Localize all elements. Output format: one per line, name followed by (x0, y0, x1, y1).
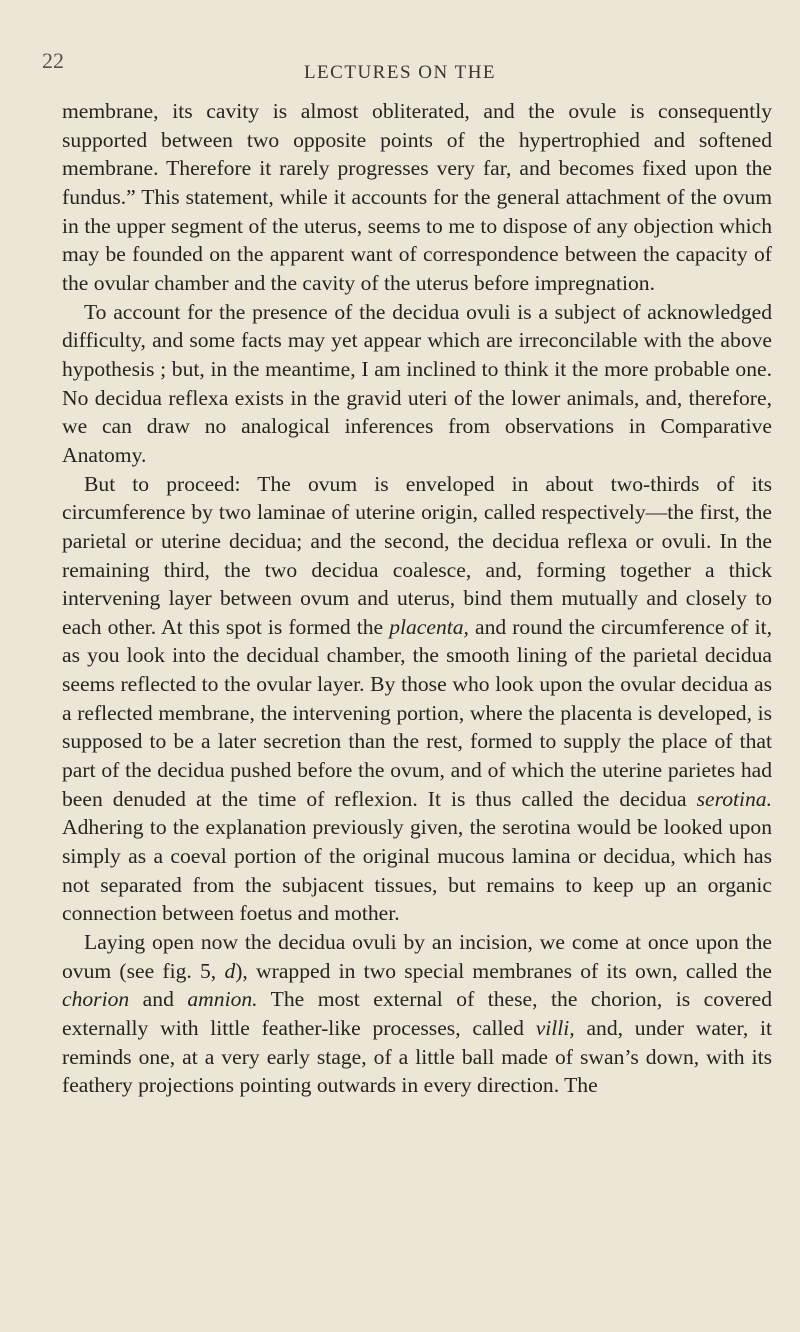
text-run: To account for the presence of the decidua ovuli is a subject of acknowledged difficulty, and some facts may yet appear which are irreconcilable with the above hypothesis ; but, in the meantime, I am inclined to think it the more probable one. No decidua reflexa exists in the gravid uteri of the lower animals, and, therefore, we can draw no analogical inferences from observations in Comparative Anatomy. (62, 299, 772, 467)
text-run: The most external of these, the chorion, is covered externally with little feather-like processes, called (62, 987, 772, 1040)
text-run: ), wrapped in two special membranes of its own, called the (235, 958, 773, 983)
page-number: 22 (42, 48, 64, 73)
paragraph (62, 298, 772, 470)
text-run: Adhering to the explanation previously given, the serotina would be looked upon simply as a coeval portion of the original mucous lamina or decidua, which has not separated from the subjacent tissues, but remains to keep up an organic connection between foetus and mother. (62, 815, 772, 926)
text-run: Laying open now the decidua ovuli by an incision, we come at once upon the ovum (see fig. 5, (62, 930, 772, 983)
italic-term-chorion: chorion (62, 987, 130, 1012)
italic-figure-letter: d (224, 958, 236, 983)
text-run: and (129, 987, 188, 1012)
text-run: membrane, its cavity is almost obliterated, and the ovule is consequently supported between two opposite points of the hypertrophied and softened membrane. Therefore it rarely progresses very far, and becomes fixed upon the fundus.” This statement, while it accounts for the general attachment of the ovum in the upper segment of the uterus, seems to me to dispose of any objection which may be founded on the apparent want of correspondence between the capacity of the ovular chamber and the cavity of the uterus before impregnation. (62, 99, 772, 295)
body-text (62, 97, 772, 1100)
italic-term-placenta: placenta, (389, 614, 469, 639)
running-head: LECTURES ON THE (303, 62, 497, 83)
italic-term-serotina: serotina. (696, 786, 772, 811)
italic-term-villi: villi, (535, 1016, 575, 1040)
text-run: and round the circumference of it, as you look into the decidual chamber, the smooth lining of the parietal decidua seems reflected to the ovular layer. By those who look upon the ovular decidua as a reflected membrane, the intervening portion, where the placenta is developed, is supposed to be a later secretion than the rest, formed to supply the place of that part of the decidua pushed before the ovum, and of which the uterine parietes had been denuded at the time of reflexion. It is thus called the decidua (62, 614, 772, 811)
paragraph (62, 928, 772, 1100)
paragraph (62, 97, 772, 298)
italic-term-amnion: amnion. (187, 987, 258, 1012)
text-run: and, under water, it reminds one, at a very early stage, of a little ball made of swan’s down, with its feathery projections pointing outwards in every direction. The (62, 1016, 772, 1098)
paragraph (62, 470, 772, 929)
text-run: But to proceed: The ovum is enveloped in about two-thirds of its circumference by two laminae of uterine origin, called respectively—the first, the parietal or uterine decidua; and the second, the decidua reflexa or ovuli. In the remaining third, the two decidua coalesce, and, forming together a thick intervening layer between ovum and uterus, bind them mutually and closely to each other. At this spot is formed the (62, 471, 772, 639)
